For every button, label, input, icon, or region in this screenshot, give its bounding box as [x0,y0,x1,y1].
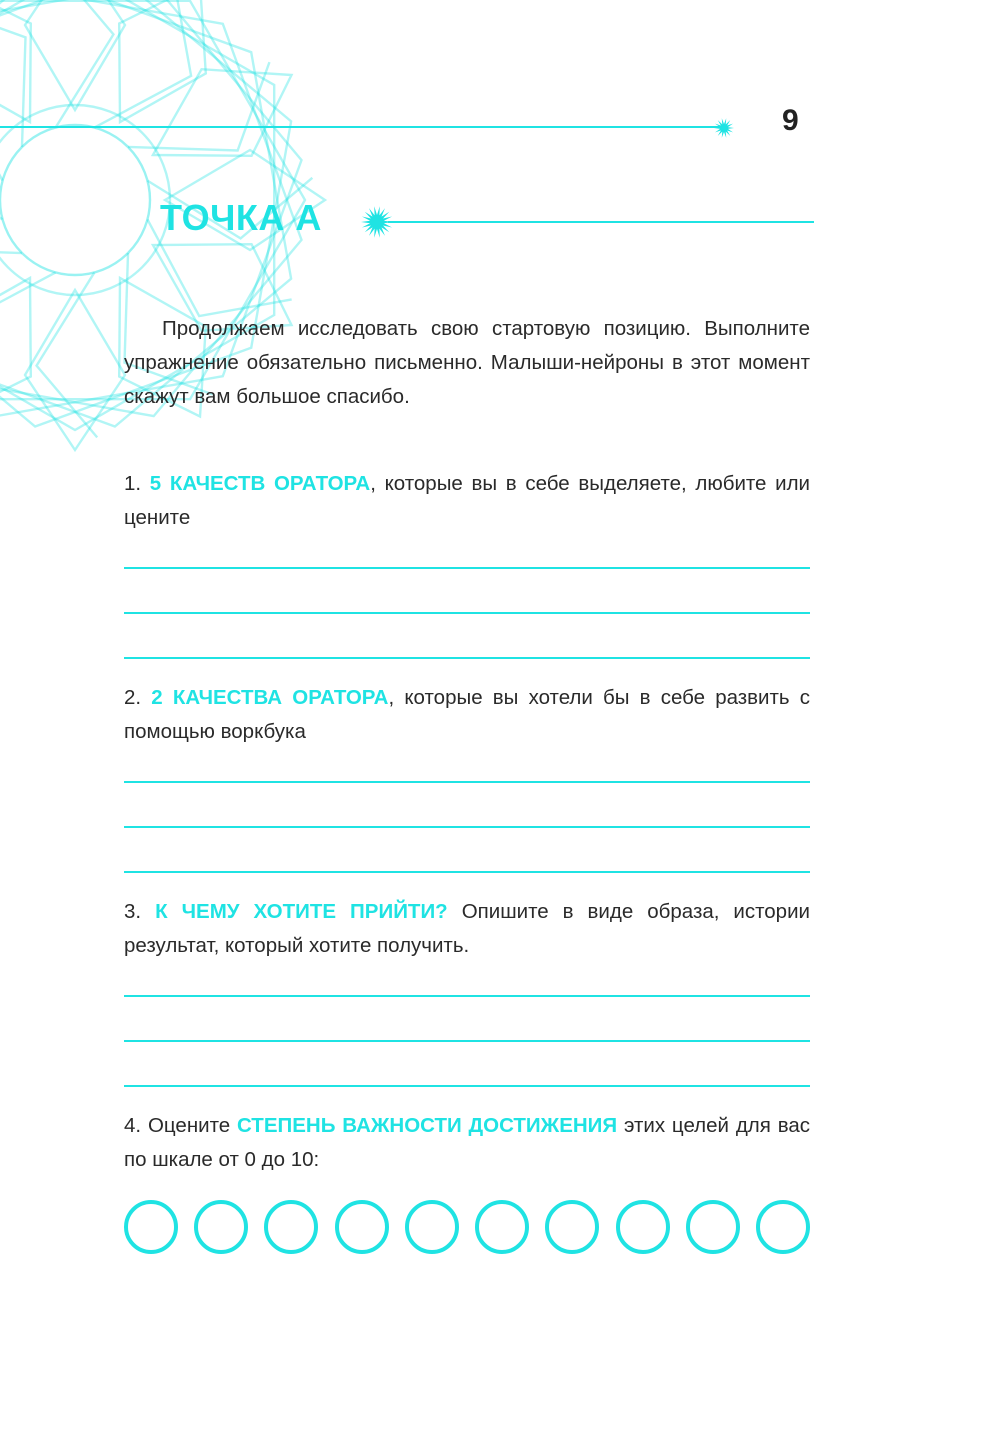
question-4: 4. Оцените СТЕПЕНЬ ВАЖНОСТИ ДОСТИЖЕНИЯ этих целей для вас по шкале от 0 до 10: [124,1114,811,1171]
question-2: 2. 2 КАЧЕСТВА ОРАТОРА, которые вы хотели бы в себе развить с помощью воркбука [124,686,810,743]
rating-circle[interactable] [124,1200,178,1254]
rating-circle[interactable] [194,1200,248,1254]
rating-circle[interactable] [264,1200,318,1254]
page-number: 9 [782,104,799,137]
answer-line[interactable] [124,1085,810,1087]
intro-paragraph: Продолжаем исследовать свою стартовую позицию. Выполните упражнение обязательно письменно. Малыши-нейроны в этот момент скажут вам большое спасибо. [124,317,810,408]
answer-line[interactable] [124,612,810,614]
answer-line[interactable] [124,567,810,569]
section-title: ТОЧКА А [160,197,322,238]
title-rule [388,221,814,223]
question-1-highlight: 5 КАЧЕСТВ ОРАТОРА [149,472,371,495]
answer-line[interactable] [124,781,810,783]
question-3: 3. К ЧЕМУ ХОТИТЕ ПРИЙТИ? Опишите в виде образа, истории результат, который хотите получить. [124,900,810,957]
header-burst-icon [713,117,735,139]
rating-circle[interactable] [475,1200,529,1254]
header-rule [0,126,720,128]
rating-circle[interactable] [756,1200,810,1254]
answer-line[interactable] [124,995,810,997]
answer-line[interactable] [124,657,810,659]
rating-circle[interactable] [405,1200,459,1254]
question-3-highlight: К ЧЕМУ ХОТИТЕ ПРИЙТИ? [155,900,448,923]
question-1: 1. 5 КАЧЕСТВ ОРАТОРА, которые вы в себе выделяете, любите или цените [124,472,810,529]
rating-circle[interactable] [616,1200,670,1254]
answer-line[interactable] [124,826,810,828]
answer-line[interactable] [124,1040,810,1042]
answer-line[interactable] [124,871,810,873]
question-4-highlight: СТЕПЕНЬ ВАЖНОСТИ ДОСТИЖЕНИЯ [237,1114,618,1137]
rating-circle[interactable] [335,1200,389,1254]
rating-circle[interactable] [686,1200,740,1254]
rating-circle[interactable] [545,1200,599,1254]
question-2-highlight: 2 КАЧЕСТВА ОРАТОРА [151,686,389,709]
